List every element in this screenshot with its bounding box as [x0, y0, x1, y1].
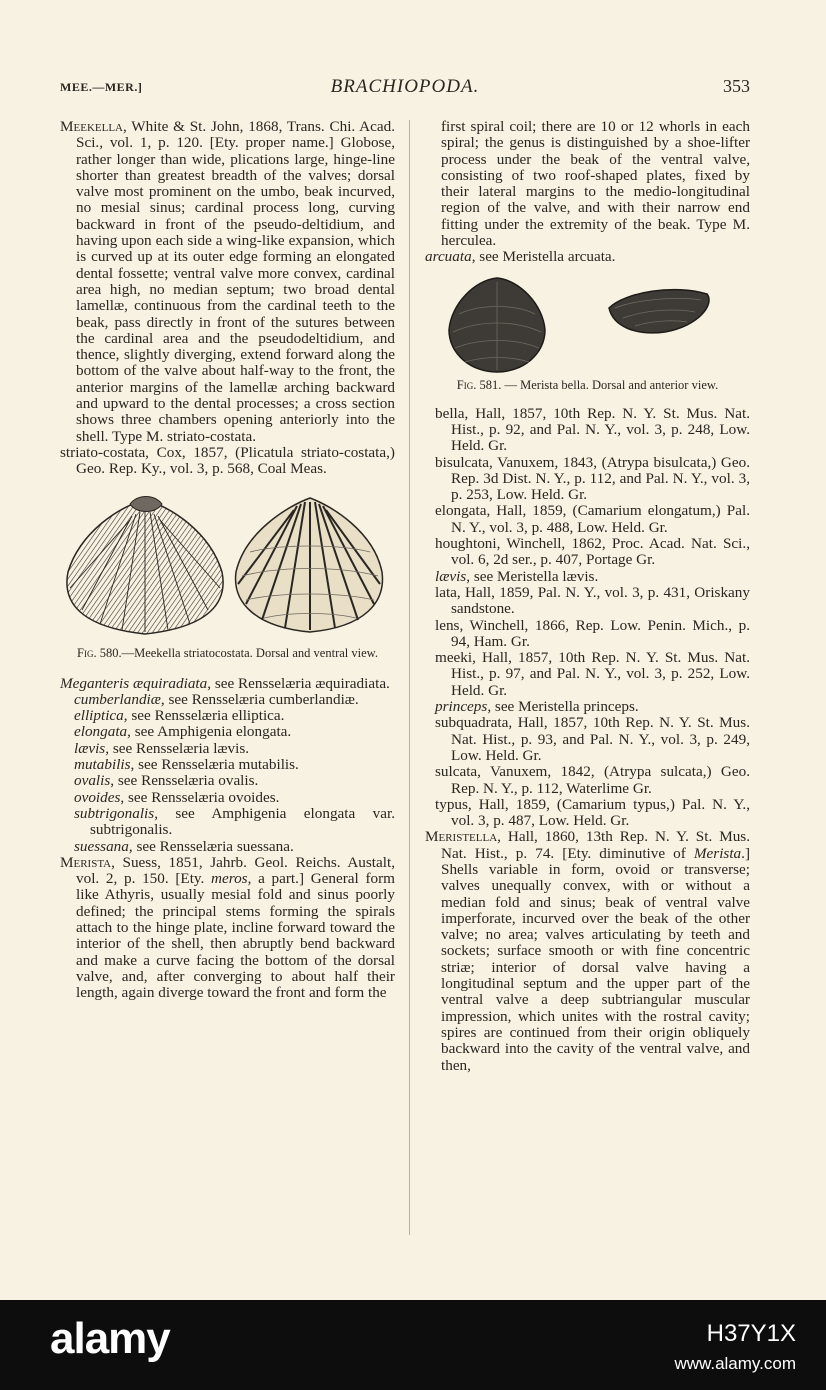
species-name: ovoides: [74, 788, 121, 806]
entry-arcuata: [425, 249, 750, 265]
entry-elongata: elongata, Hall, 1859, (Camarium elongatum,) Pal. N. Y., vol. 3, p. 488, Low. Held. Gr.: [435, 502, 750, 536]
subentry-mutabilis: [60, 757, 395, 773]
dorsal-view-shell: [67, 496, 223, 634]
merista-shell-illustration: [425, 274, 750, 374]
merista-continuation: first spiral coil; there are 10 or 12 whorls in each spiral; the genus is distinguished by a shoe-lifter process under the beak of the ventral valve, consisting of two roof-shaped plates, fixed by their lateral margins to the medio-longitudinal region of the valve, and with their narrow end fitting under the extremity of the beak. Type M. herculea.: [441, 118, 750, 250]
entry-lens: lens, Winchell, 1866, Rep. Low. Penin. Mich., p. 94, Ham. Gr.: [435, 616, 750, 650]
entry-text: , see Rensselæria ovalis.: [110, 772, 259, 790]
species-name: suessana: [74, 837, 129, 855]
species-name: arcuata: [425, 248, 472, 266]
entry-merista: [60, 855, 395, 1002]
subentry-elliptica: [60, 708, 395, 724]
subentry-elongata: [60, 724, 395, 740]
entry-text: .] Shells variable in form, ovoid or transverse; valves unequally convex, with or without a median fold and sinus; beak of ventral valve imperforate, incurved over the beak of the other valve; no area; valves articulating by teeth and sockets; surface smooth or with fine concentric striæ; interior of dorsal valve having a longitudinal septum and the upper part of the ventral valve a deep subtriangular muscular impression, which unites with the rostral cavity; spires are continued from their origin obliquely backward into the cavity of the ventral valve, and then,: [441, 844, 750, 1074]
species-name: elliptica: [74, 707, 124, 725]
figure-label: Fig. 580.: [77, 645, 122, 660]
subentry-ovalis: [60, 773, 395, 789]
entry-text: , see Meristella arcuata.: [471, 248, 616, 266]
image-id: H37Y1X: [706, 1320, 796, 1347]
entry-text: , see Rensselæria lævis.: [105, 739, 250, 757]
stock-url: www.alamy.com: [674, 1354, 796, 1373]
entry-typus: typus, Hall, 1859, (Camarium typus,) Pal. N. Y., vol. 3, p. 487, Low. Held. Gr.: [435, 795, 750, 830]
entry-text: , see Rensselæria æquiradiata.: [207, 674, 390, 692]
header-title: BRACHIOPODA.: [330, 76, 480, 97]
entry-text: , see Rensselæria suessana.: [128, 837, 294, 855]
entry-lata: lata, Hall, 1859, Pal. N. Y., vol. 3, p. 431, Oriskany sandstone.: [435, 583, 750, 618]
entry-meristella: [425, 829, 750, 1073]
stock-photo-banner: [0, 1300, 826, 1390]
anterior-view-shell: [609, 289, 709, 332]
figure-581-caption: [425, 378, 750, 392]
subentry-ovoides: [60, 790, 395, 806]
entry-bella: bella, Hall, 1857, 10th Rep. N. Y. St. Mus. Nat. Hist., p. 92, and Pal. N. Y., vol. 3, p. 248, Low. Held. Gr.: [435, 404, 750, 455]
subentry-laevis: [60, 741, 395, 757]
species-name: subtrigonalis: [74, 804, 155, 822]
genus-name: Meekella: [60, 118, 123, 135]
figure-580-caption: [60, 646, 395, 660]
genus-name: Merista: [60, 853, 112, 871]
entry-text: , see Rensselæria ovoides.: [120, 788, 280, 806]
entry-sulcata: sulcata, Vanuxem, 1842, (Atrypa sulcata,) Geo. Rep. N. Y., p. 112, Waterlime Gr.: [435, 763, 750, 797]
entry-meeki: meeki, Hall, 1857, 10th Rep. N. Y. St. Mus. Nat. Hist., p. 97, and Pal. N. Y., vol. 3, p. 252, Low. Held. Gr.: [435, 649, 750, 699]
subentry-cumberlandiae: [60, 692, 395, 708]
ventral-view-shell: [236, 498, 383, 632]
entry-bisulcata: bisulcata, Vanuxem, 1843, (Atrypa bisulcata,) Geo. Rep. 3d Dist. N. Y., p. 112, and Pal. N. Y., vol. 3, p. 253, Low. Held. Gr.: [435, 453, 750, 504]
entry-princeps: [425, 699, 750, 715]
running-header: [60, 76, 750, 98]
species-name: Meganteris æquiradiata: [60, 674, 208, 692]
species-name: elongata: [74, 723, 128, 741]
entry-text: , see Rensselæria elliptica.: [123, 707, 285, 725]
etymology-word: meros: [211, 870, 248, 888]
species-name: mutabilis: [74, 756, 131, 774]
entry-text: , see Rensselæria mutabilis.: [130, 756, 299, 774]
page-number: 353: [723, 76, 750, 96]
figure-label: Fig. 581.: [456, 377, 502, 392]
entry-meekella: [60, 119, 395, 445]
entry-text: , see Amphigenia elongata.: [127, 723, 292, 741]
subentry-suessana: [60, 839, 395, 855]
figure-581: [425, 274, 750, 392]
etymology-word: Merista: [693, 844, 742, 862]
species-name: ovalis: [74, 772, 111, 790]
dorsal-view-shell: [449, 278, 545, 372]
species-name: lævis: [435, 567, 467, 585]
caption-text: —Meekella striatocostata. Dorsal and ventral view.: [121, 645, 378, 660]
species-name: lævis: [74, 739, 106, 757]
entry-text: , Hall, 1860, 13th Rep. N. Y. St. Mus. Nat. Hist., p. 74. [Ety. diminutive of: [441, 828, 750, 862]
figure-580: [60, 492, 395, 660]
entry-text: , see Meristella princeps.: [487, 698, 639, 716]
header-entry-range: MEE.—MER.]: [60, 80, 143, 94]
species-name: princeps: [435, 698, 488, 716]
species-name: cumberlandiæ: [74, 690, 161, 708]
entry-meganteris: [60, 676, 395, 692]
meekella-shell-illustration: [60, 492, 395, 642]
right-column: [425, 119, 750, 1074]
subentry-subtrigonalis: [60, 806, 395, 839]
entry-text: , see Rensselæria cumberlandiæ.: [160, 690, 359, 708]
entry-text: , White & St. John, 1868, Trans. Chi. Acad. Sci., vol. 1, p. 120. [Ety. proper name.] Globose, rather longer than wide, plications large, hinge-line shorter than greatest breadth of the valves; dorsal valve most prominent on the umbo, beak incurved, no mesial sinus; cardinal process long, curving backward in front of the pseudo-deltidium, and having upon each side a wing-like expansion, which is curved up at its outer edge forming an elongated dental fossette; ventral valve more convex, cardinal area high, no median septum; two broad dental lamellæ, continuous from the cardinal teeth to the beak, pass directly in front of the sutures between the cardinal area and the pseudodeltidium, and thence, slightly diverging, extend forward along the bottom of the valve about half-way to the front, the anterior margins of the lamellæ arching backward and upward to the dental processes; a cross section shows three chambers opening anteriorly into the shell. Type M. striato-costata.: [76, 118, 395, 445]
entry-subquadrata: subquadrata, Hall, 1857, 10th Rep. N. Y. St. Mus. Nat. Hist., p. 93, and Pal. N. Y., vol. 3, p. 249, Low. Held. Gr.: [435, 714, 750, 764]
alamy-logo: alamy: [50, 1314, 170, 1363]
entry-striato-costata: striato-costata, Cox, 1857, (Plicatula striato-costata,) Geo. Rep. Ky., vol. 3, p. 568, Coal Meas.: [60, 443, 395, 478]
entry-laevis: [425, 569, 750, 585]
entry-houghtoni: houghtoni, Winchell, 1862, Proc. Acad. Nat. Sci., vol. 6, 2d ser., p. 407, Portage Gr.: [435, 535, 750, 569]
entry-text: , see Meristella lævis.: [466, 567, 599, 585]
entry-text: , see Amphigenia elongata var. subtrigonalis.: [90, 804, 395, 839]
entry-text: , Suess, 1851, Jahrb. Geol. Reichs. Austalt, vol. 2, p. 150. [Ety.: [76, 853, 395, 888]
entry-text: , a part.] General form like Athyris, usually mesial fold and sinus poorly defined; the principal stems forming the spirals attach to the hinge plate, incline forward toward the interior of the shell, then abruptly bend backward and make a curve facing the bottom of the dorsal valve, and, after converging to about half their length, again diverge toward the front and form the: [76, 870, 395, 1002]
column-divider: [409, 120, 410, 1235]
genus-name: Meristella: [425, 828, 498, 846]
left-column: [60, 119, 395, 1001]
caption-text: — Merista bella. Dorsal and anterior view.: [501, 377, 719, 392]
